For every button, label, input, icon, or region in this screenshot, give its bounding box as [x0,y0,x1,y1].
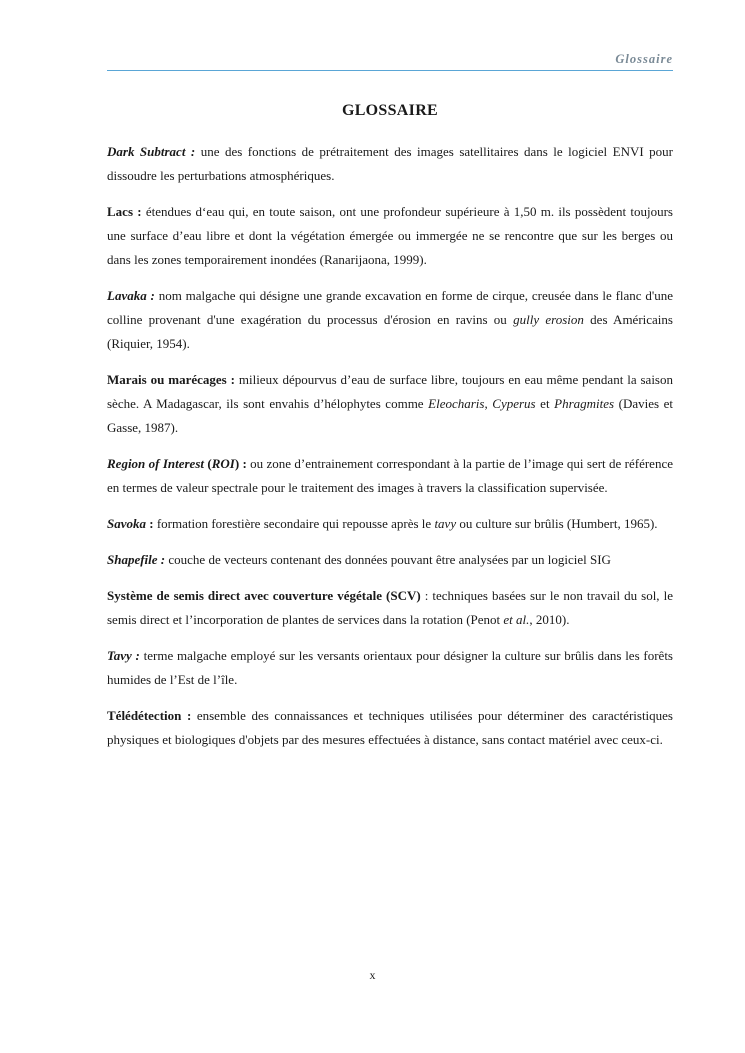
glossary-entry-savoka [107,512,673,536]
entry-definition: étendues d‘eau qui, en toute saison, ont une profondeur supérieure à 1,50 m. ils possèdent toujours une surface d’eau libre et dont la végétation émergée ou immergée ne se rencontre que sur les berges ou dans les zones temporairement inondées (Ranarijaona, 1999). [107,204,673,267]
glossary-entry-roi [107,452,673,500]
entry-definition-italic: Phragmites [554,396,615,411]
entry-definition-italic: Cyperus [492,396,536,411]
glossary-entry-tavy [107,644,673,692]
running-header: Glossaire [615,52,673,66]
glossary-entry-scv [107,584,673,632]
entry-term: ) : [234,456,247,471]
entry-definition: ou zone d’entrainement correspondant à la partie de l’image qui sert de référence en termes de valeur spectrale pour le traitement des images à travers la classification supervisée. [107,456,673,495]
entry-definition: des Américains (Riquier, 1954). [107,312,673,351]
entry-term: Lavaka : [107,288,155,303]
entry-term: : [146,516,154,531]
entry-definition-italic: et al. [503,612,530,627]
entry-term: Savoka [107,516,146,531]
glossary-entry-teledetection [107,704,673,752]
header-divider [107,70,673,71]
entry-term: Marais ou marécages : [107,372,235,387]
entry-definition: une des fonctions de prétraitement des images satellitaires dans le logiciel ENVI pour dissoudre les perturbations atmosphériques. [107,144,673,183]
entry-definition: milieux dépourvus d’eau de surface libre, toujours en eau même pendant la saison sèche. A Madagascar, ils sont envahis d’hélophytes comme [107,372,673,411]
entry-term: Télédétection : [107,708,192,723]
entry-term: Système de semis direct avec couverture végétale (SCV) [107,588,421,603]
entry-definition: (Davies et Gasse, 1987). [107,396,674,435]
entry-definition: terme malgache employé sur les versants orientaux pour désigner la culture sur brûlis dans les forêts humides de l’Est de l’île. [107,648,673,687]
entry-definition: couche de vecteurs contenant des données pouvant être analysées par un logiciel SIG [165,552,611,567]
entry-definition: , 2010). [529,612,570,627]
entry-definition: et [535,396,555,411]
entry-definition-italic: tavy [434,516,457,531]
entry-definition: : techniques basées sur le non travail du sol, le semis direct et l’incorporation de plantes de services dans la rotation (Penot [107,588,673,627]
glossary-list [107,140,673,764]
entry-definition: ensemble des connaissances et techniques utilisées pour déterminer des caractéristiques physiques et biologiques d'objets par des mesures effectuées à distance, sans contact matériel avec ceux-ci. [107,708,673,747]
glossary-entry-dark-subtract [107,140,673,188]
glossary-entry-shapefile [107,548,673,572]
glossary-entry-lacs [107,200,673,272]
entry-definition: formation forestière secondaire qui repousse après le [153,516,435,531]
entry-term: Shapefile : [107,552,166,567]
entry-term: Tavy : [107,648,140,663]
entry-definition: , [484,396,493,411]
entry-term: Lacs : [107,204,142,219]
glossary-entry-lavaka [107,284,673,356]
entry-term: ( [204,456,212,471]
page-title: GLOSSAIRE [341,102,439,119]
entry-term: Dark Subtract : [107,144,196,159]
glossary-entry-marais [107,368,673,440]
entry-definition-italic: gully erosion [513,312,584,327]
entry-term: ROI [211,456,235,471]
page-number: x [369,968,376,982]
entry-term: Region of Interest [107,456,204,471]
entry-definition: ou culture sur brûlis (Humbert, 1965). [456,516,658,531]
entry-definition: nom malgache qui désigne une grande excavation en forme de cirque, creusée dans le flanc d'une colline provenant d'une exagération du processus d'érosion en ravins ou [107,288,673,327]
entry-definition-italic: Eleocharis [428,396,485,411]
